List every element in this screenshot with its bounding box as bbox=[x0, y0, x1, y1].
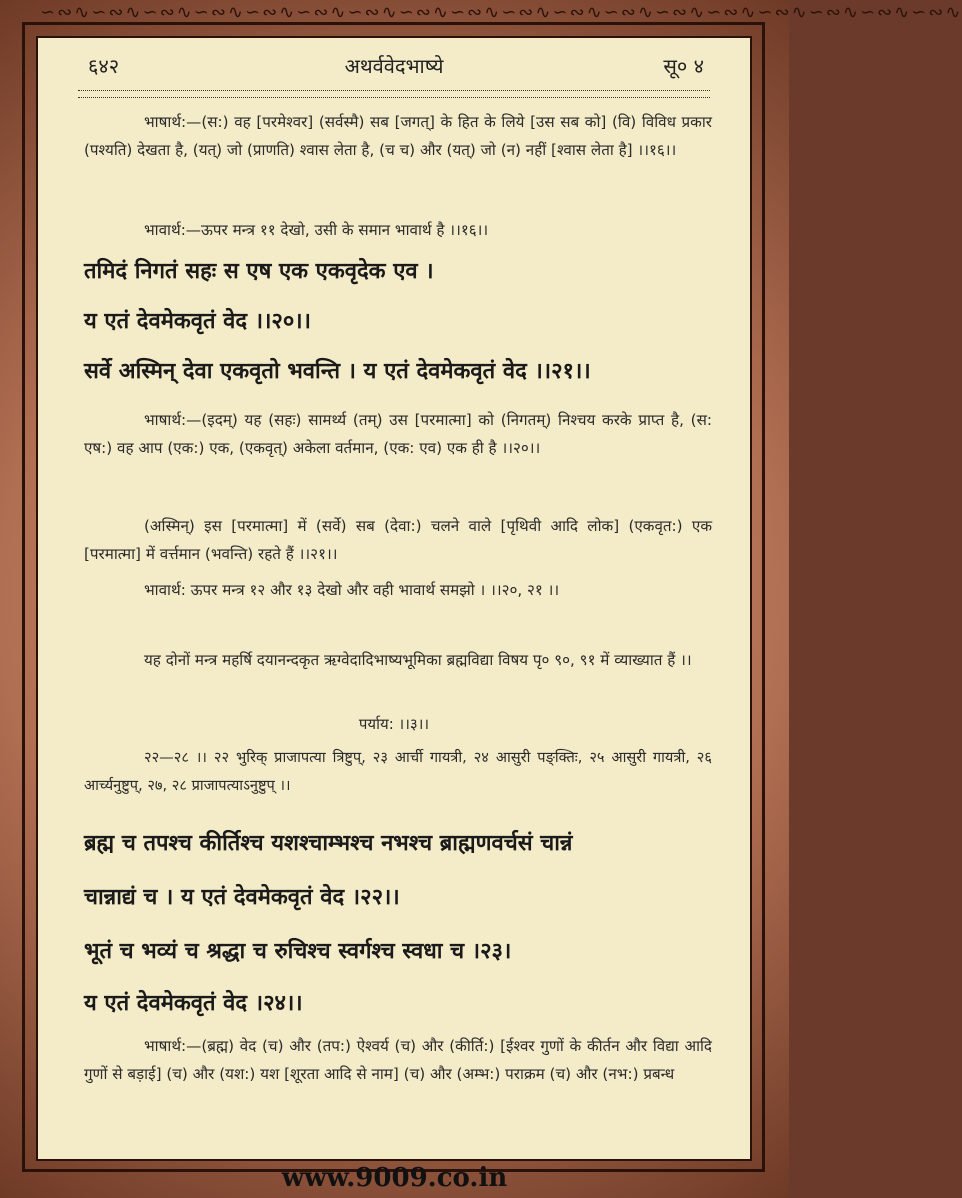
bhavarth-20-21: भावार्थ: ऊपर मन्त्र १२ और १३ देखो और वही भावार्थ समझो । ।।२०, २१ ।। bbox=[144, 581, 560, 599]
header-rule bbox=[78, 90, 710, 98]
website-url[interactable]: www.9009.co.in bbox=[281, 1163, 508, 1193]
mantra-line: चान्नाद्यं च । य एतं देवमेकवृतं वेद ।२२।। bbox=[84, 885, 400, 910]
metre-note: २२—२८ ।। २२ भुरिक् प्राजापत्या त्रिष्टुप्, २३ आर्ची गायत्री, २४ आसुरी पङ्क्तिः, २५ आसुरी गायत्री, २६ आर्च्यनुष्टुप्, २७, २८ प्राजापत्याऽनुष्टुप् ।। bbox=[84, 749, 712, 794]
book-title: अथर्ववेदभाष्ये bbox=[344, 54, 444, 78]
bhasharth-19: भाषार्थ:—(स:) वह [परमेश्वर] (सर्वस्मै) सब [जगत्] के हित के लिये [उस सब को] (वि) विविध प्रकार (पश्यति) देखता है, (यत्) जो (प्राणति) श्वास लेता है, (च च) और (यत्) जो (न) नहीं [श्वास लेता है] ।।१६।। bbox=[84, 113, 712, 159]
mantra-line: य एतं देवमेकवृतं वेद ।२४।। bbox=[84, 991, 303, 1016]
mantra-line: य एतं देवमेकवृतं वेद ।।२०।। bbox=[84, 309, 311, 334]
bhasharth-21: (अस्मिन्) इस [परमात्मा] में (सर्वे) सब (देवा:) चलने वाले [पृथिवी आदि लोक] (एकवृत:) एक [परमात्मा] में वर्त्तमान (भवन्ति) रहते हैं ।।२१।। bbox=[84, 517, 712, 563]
bhavarth-19: भावार्थ:—ऊपर मन्त्र ११ देखो, उसी के समान भावार्थ है ।।१६।। bbox=[144, 221, 489, 239]
bhasharth-22: भाषार्थ:—(ब्रह्म) वेद (च) और (तप:) ऐश्वर्य (च) और (कीर्ति:) [ईश्वर गुणों के कीर्तन और विद्या आदि गुणों से बड़ाई] (च) और (यश:) यश [शूरता आदि से नाम] (च) और (अम्भ:) पराक्रम (च) और (नभ:) प्रबन्ध bbox=[84, 1037, 712, 1083]
mantra-line: भूतं च भव्यं च श्रद्धा च रुचिश्च स्वर्गश्च स्वधा च ।२३। bbox=[84, 939, 512, 964]
paryaya-heading: पर्याय: ।।३।। bbox=[358, 715, 430, 733]
book-page bbox=[36, 36, 752, 1161]
bhasharth-20: भाषार्थ:—(इदम्) यह (सहः) सामर्थ्य (तम्) उस [परमात्मा] को (निगतम्) निश्चय करके प्राप्त है, (स: एष:) वह आप (एक:) एक, (एकवृत्) अकेला वर्तमान, (एक: एव) एक ही है ।।२०।। bbox=[84, 411, 712, 457]
footer bbox=[0, 1163, 789, 1195]
mantra-line: सर्वे अस्मिन् देवा एकवृतो भवन्ति । य एतं देवमेकवृतं वेद ।।२१।। bbox=[84, 359, 591, 384]
mantra-line: ब्रह्म च तपश्च कीर्तिश्च यशश्चाम्भश्च नभश्च ब्राह्मणवर्चसं चान्नं bbox=[84, 831, 573, 856]
mantra-line: तमिदं निगतं सहः स एष एक एकवृदेक एव । bbox=[84, 259, 434, 284]
page-number: ६४२ bbox=[88, 54, 120, 78]
note-paragraph: यह दोनों मन्त्र महर्षि दयानन्दकृत ऋग्वेदादिभाष्यभूमिका ब्रह्मविद्या विषय पृ० ९०, ९१ में व्याख्यात हैं ।। bbox=[144, 651, 692, 669]
page-header bbox=[38, 52, 750, 82]
top-ornament: ∽∾∿∽∾∿∽∾∿∽∾∿∽∾∿∽∾∿∽∾∿∽∾∿∽∾∿∽∾∿∽∾∿∽∾∿∽∾∿∽∾∿∽∾∿∽∾∿∽∾∿∽∾∿ bbox=[40, 2, 962, 23]
sukta-number: सू० ४ bbox=[663, 54, 704, 78]
